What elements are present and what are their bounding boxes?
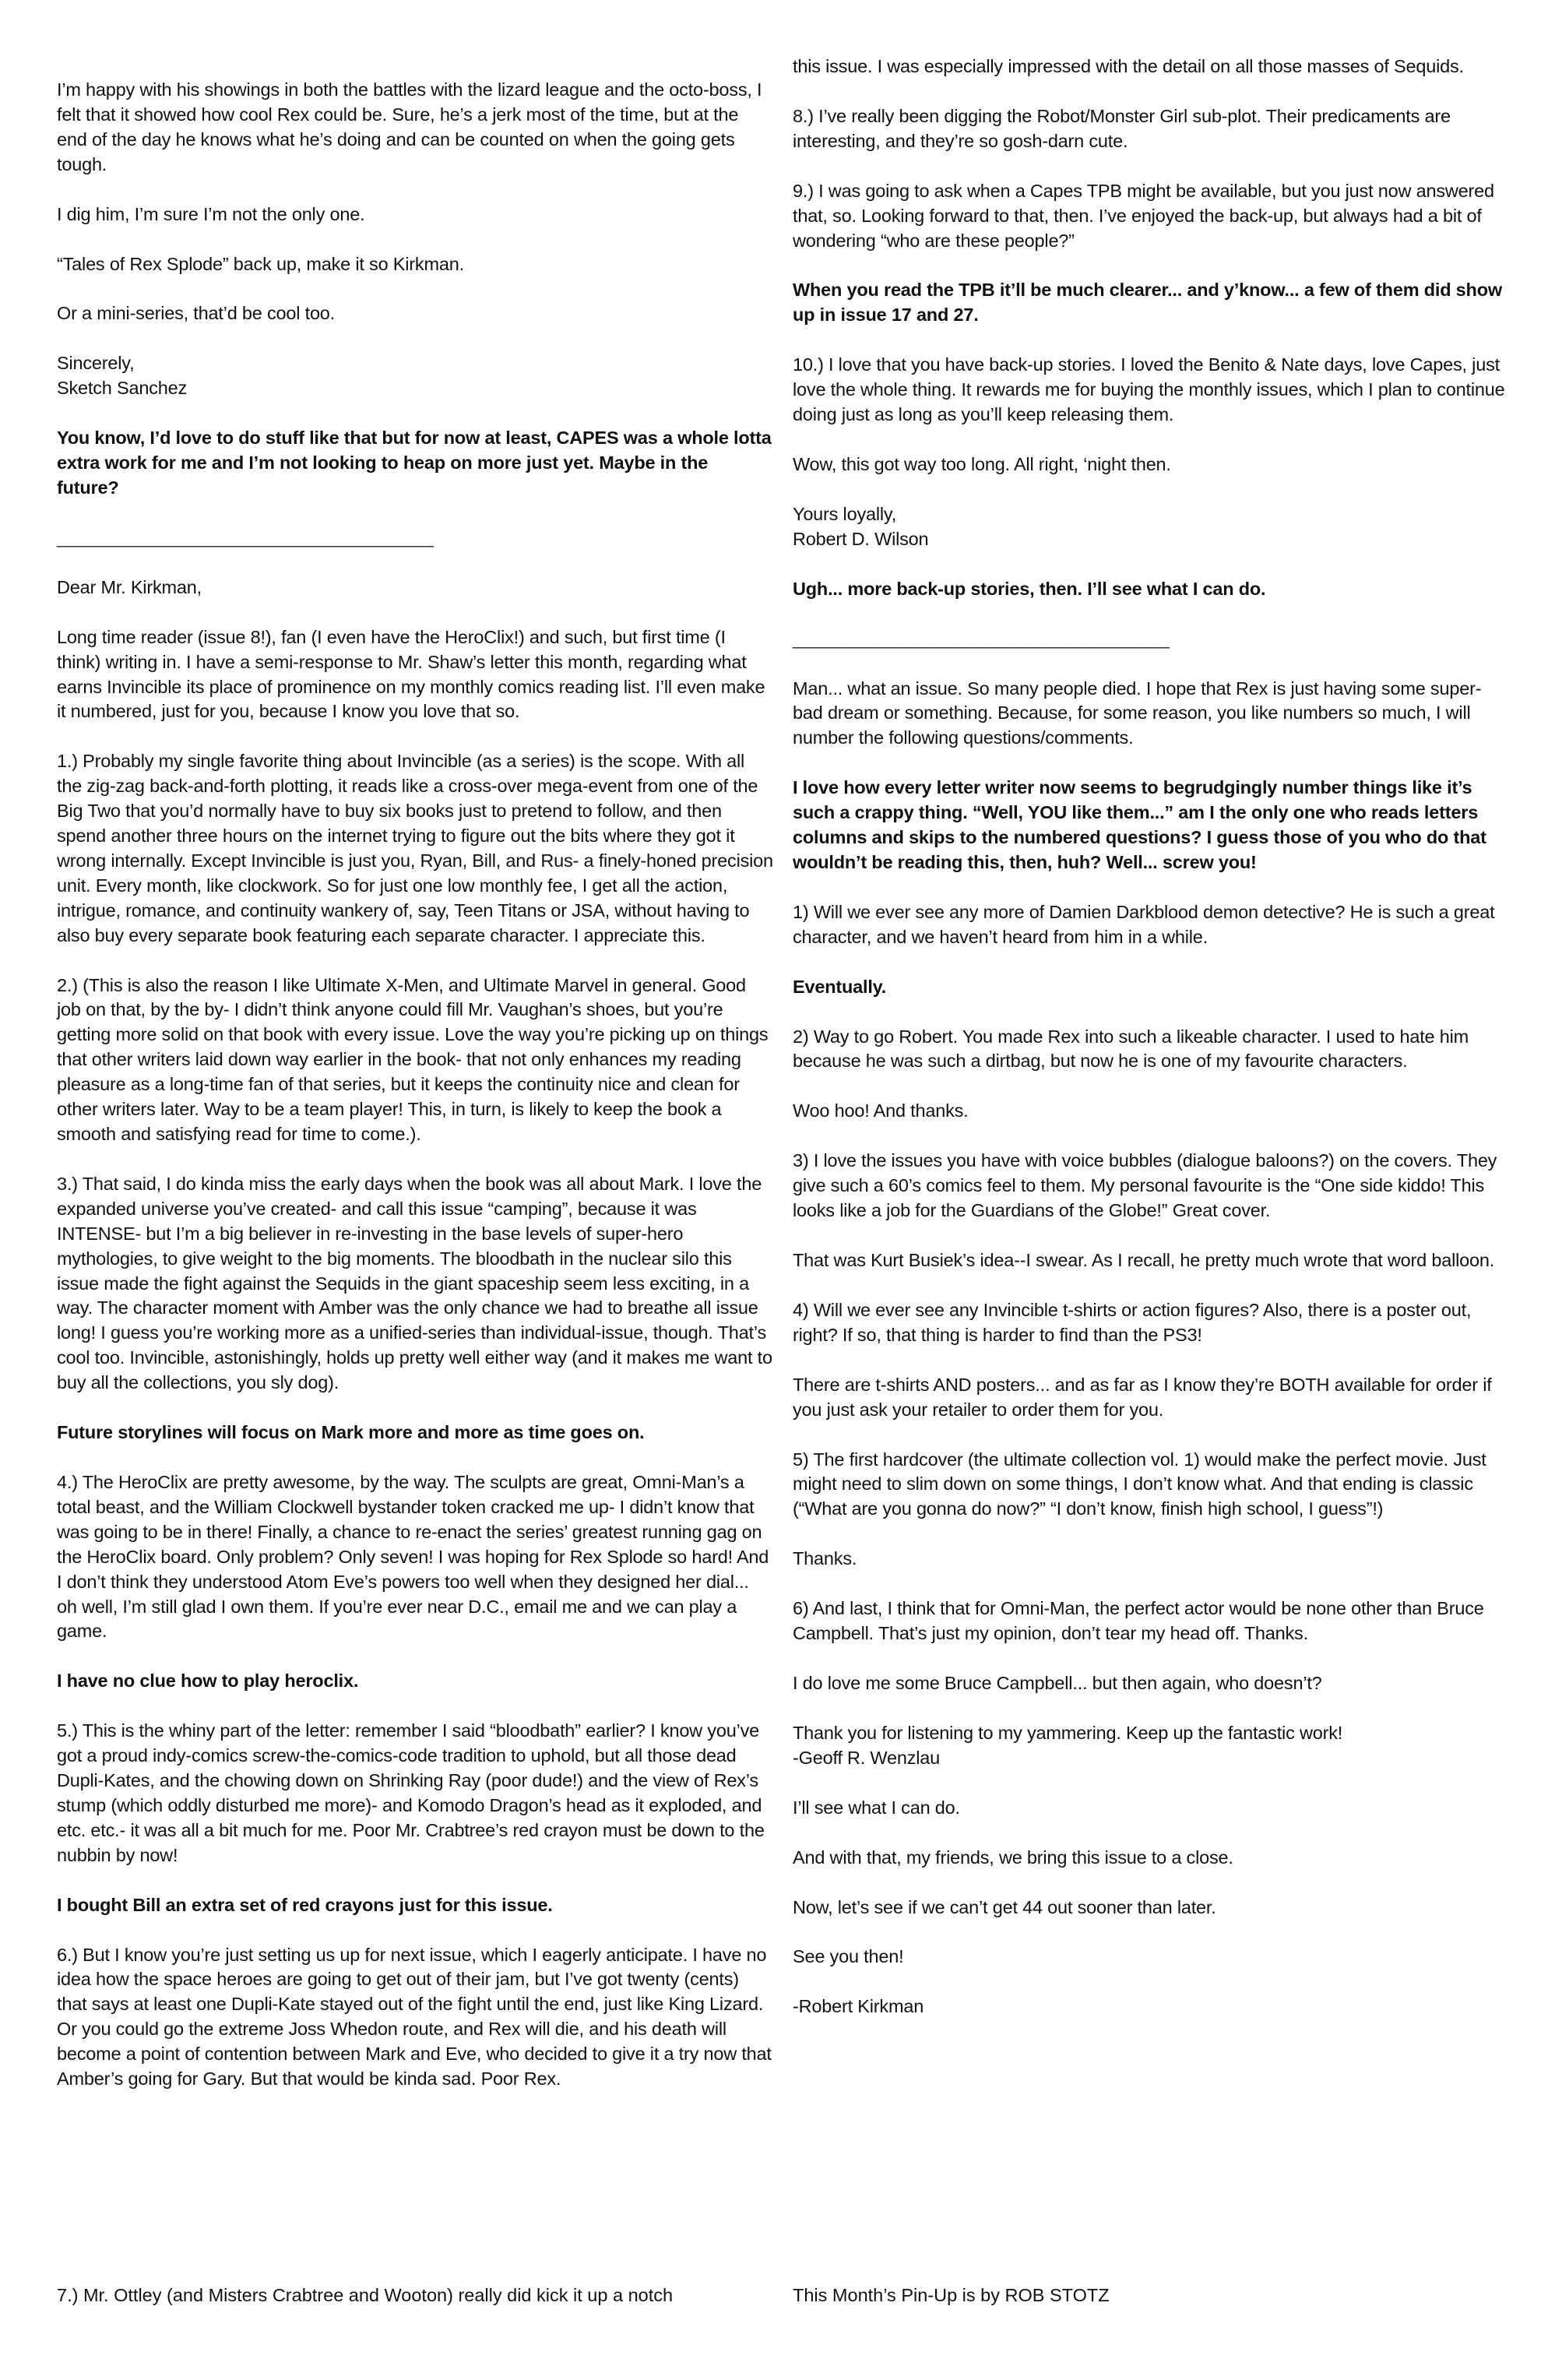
paragraph: 4) Will we ever see any Invincible t-shirts or action figures? Also, there is a poster out, right? If so, that thing is harder to find than the PS3! bbox=[793, 1299, 1472, 1345]
paragraph: 2) Way to go Robert. You made Rex into such a likeable character. I used to hate him because he was such a dirtbag, but now he is one of my favourite characters. bbox=[793, 1026, 1469, 1072]
paragraph: Man... what an issue. So many people died. I hope that Rex is just having some super-bad dream or something. Because, for some reason, you like numbers so much, I will number the following questions/comments. bbox=[793, 678, 1482, 748]
editor-reply: I bought Bill an extra set of red crayons just for this issue. bbox=[57, 1894, 553, 1915]
editor-reply: When you read the TPB it’ll be much clearer... and y’know... a few of them did show up in issue 17 and 27. bbox=[793, 280, 1502, 326]
paragraph: 3) I love the issues you have with voice bubbles (dialogue baloons?) on the covers. They give such a 60’s comics feel to them. My personal favourite is the “One side kiddo! This looks like a job for the Guardians of the Globe!” Great cover. bbox=[793, 1150, 1497, 1221]
editor-reply: Future storylines will focus on Mark more and more as time goes on. bbox=[57, 1422, 645, 1443]
paragraph: Woo hoo! And thanks. bbox=[793, 1100, 969, 1121]
paragraph: 5.) This is the whiny part of the letter: remember I said “bloodbath” earlier? I know you’ve got a proud indy-comics screw-the-comics-code tradition to uphold, but all those dead Dupli-Kates, and the chowing down on Shrinking Ray (poor dude!) and the view of Rex’s stump (which oddly disturbed me more)- and Komodo Dragon’s head as it exploded, and etc. etc.- it was all a bit much for me. Poor Mr. Crabtree’s red crayon must be down to the nubbin by now! bbox=[57, 1720, 765, 1865]
paragraph: 1.) Probably my single favorite thing about Invincible (as a series) is the scope. With all the zig-zag back-and-forth plotting, it reads like a cross-over mega-event from one of the Big Two that you’d normally have to buy six books just to pretend to follow, and then spend another three hours on the internet trying to figure out the bits where they got it wrong internally. Except Invincible is just you, Ryan, Bill, and Rus- a finely-honed precision unit. Every month, like clockwork. So for just one low monthly fee, I get all the action, intrigue, romance, and continuity wankery of, say, Teen Titans or JSA, without having to also buy every separate book featuring each separate character. I appreciate this. bbox=[57, 751, 773, 945]
editor-reply: Eventually. bbox=[793, 976, 887, 997]
paragraph: 8.) I’ve really been digging the Robot/Monster Girl sub-plot. Their predicaments are interesting, and they’re so gosh-darn cute. bbox=[793, 105, 1451, 151]
paragraph: 4.) The HeroClix are pretty awesome, by the way. The sculpts are great, Omni-Man’s a total beast, and the William Clockwell bystander token cracked me up- I didn’t know that was going to be in there! Finally, a chance to re-enact the series’ greatest running gag on the HeroClix board. Only problem? Only seven! I was hoping for Rex Splode so hard! And I don’t think they understood Atom Eve’s powers too well when they designed her dial... oh well, I’m still glad I own them. If you’re ever near D.C., email me and we can play a game. bbox=[57, 1471, 769, 1642]
paragraph: 1) Will we ever see any more of Damien Darkblood demon detective? He is such a great character, and we haven’t heard from him in a while. bbox=[793, 901, 1495, 947]
paragraph: Or a mini-series, that’d be cool too. bbox=[57, 303, 336, 324]
paragraph: I’m happy with his showings in both the battles with the lizard league and the octo-boss, I felt that it showed how cool Rex could be. Sure, he’s a jerk most of the time, but at the end of the day he knows what he’s doing and can be counted on when the going gets tough. bbox=[57, 79, 762, 174]
signature: Thank you for listening to my yammering. Keep up the fantastic work! -Geoff R. Wenzlau bbox=[793, 1722, 1343, 1768]
paragraph: 9.) I was going to ask when a Capes TPB might be available, but you just now answered that, so. Looking forward to that, then. I’ve enjoyed the back-up, but always had a bit of wondering “who are these people?” bbox=[793, 180, 1494, 251]
separator-rule: ________________________________________ bbox=[793, 628, 1169, 649]
paragraph: 6) And last, I think that for Omni-Man, the perfect actor would be none other than Bruce Campbell. That’s just my opinion, don’t tear my head off. Thanks. bbox=[793, 1598, 1484, 1644]
paragraph: Wow, this got way too long. All right, ‘night then. bbox=[793, 453, 1171, 474]
signature: Sincerely, Sketch Sanchez bbox=[57, 353, 188, 399]
paragraph: Thanks. bbox=[793, 1548, 857, 1569]
paragraph: “Tales of Rex Splode” back up, make it so Kirkman. bbox=[57, 253, 464, 274]
signature: -Robert Kirkman bbox=[793, 1996, 924, 2017]
signature: Yours loyally, Robert D. Wilson bbox=[793, 503, 929, 549]
editor-reply: You know, I’d love to do stuff like that but for now at least, CAPES was a whole lotta extra work for me and I’m not looking to heap on more just yet. Maybe in the future? bbox=[57, 428, 772, 498]
editor-reply: I love how every letter writer now seems to begrudgingly number things like it’s such a crappy thing. “Well, YOU like them...” am I the only one who reads letters columns and skips to the numbered questions? I guess those of you who do that wouldn’t be reading this, then, huh? Well... screw you! bbox=[793, 777, 1486, 872]
paragraph: 2.) (This is also the reason I like Ultimate X-Men, and Ultimate Marvel in general. Good job on that, by the by- I didn’t think anyone could fill Mr. Vaughan’s shoes, but you’re getting more solid on that book with every issue. Love the way you’re picking up on things that other writers laid down way earlier in the book- that not only enhances my reading pleasure as a long-time fan of that series, but it keeps the continuity nice and clean for other writers later. Way to be a team player! This, in turn, is likely to keep the book a smooth and satisfying read for time to come.). bbox=[57, 974, 769, 1144]
paragraph: 6.) But I know you’re just setting us up for next issue, which I eagerly anticipate. I have no idea how the space heroes are going to get out of their jam, but I’ve got twenty (cents) that says at least one Dupli-Kate stayed out of the fight until the end, just like King Lizard. Or you could go the extreme Joss Whedon route, and Rex will die, and his death will become a point of contention between Mark and Eve, who decided to give it a try now that Amber’s going for Gary. But that would be kinda sad. Poor Rex. bbox=[57, 1944, 772, 2090]
paragraph: this issue. I was especially impressed with the detail on all those masses of Sequids. bbox=[793, 56, 1464, 76]
left-column-continuation: 7.) Mr. Ottley (and Misters Crabtree and Wooton) really did kick it up a notch bbox=[57, 2285, 674, 2305]
paragraph: Now, let’s see if we can’t get 44 out sooner than later. bbox=[793, 1896, 1216, 1917]
paragraph: And with that, my friends, we bring this issue to a close. bbox=[793, 1847, 1233, 1868]
paragraph: That was Kurt Busiek’s idea--I swear. As I recall, he pretty much wrote that word balloon. bbox=[793, 1250, 1495, 1270]
separator-rule: ________________________________________ bbox=[57, 526, 433, 547]
editor-reply: Ugh... more back-up stories, then. I’ll see what I can do. bbox=[793, 578, 1266, 599]
paragraph: 3.) That said, I do kinda miss the early days when the book was all about Mark. I love the expanded universe you’ve created- and call this issue “camping”, because it was INTENSE- but I’m a big believer in re-investing in the base levels of super-hero mythologies, to give weight to the big moments. The bloodbath in the nuclear silo this issue made the fight against the Sequids in the giant spaceship seem less exciting, in a way. The character moment with Amber was the only chance we had to breathe all issue long! I guess you’re working more as a unified-series than individual-issue, though. That’s cool too. Invincible, astonishingly, holds up pretty well either way (and it makes me want to buy all the collections, you sly dog). bbox=[57, 1173, 772, 1393]
paragraph: There are t-shirts AND posters... and as far as I know they’re BOTH available for order if you just ask your retailer to order them for you. bbox=[793, 1374, 1492, 1420]
left-column bbox=[57, 78, 773, 2117]
editor-reply: I have no clue how to play heroclix. bbox=[57, 1671, 359, 1692]
paragraph: 10.) I love that you have back-up stories. I loved the Benito & Nate days, love Capes, just love the whole thing. It rewards me for buying the monthly issues, which I plan to continue doing just as long as you’ll keep releasing them. bbox=[793, 354, 1505, 425]
paragraph: I dig him, I’m sure I’m not the only one. bbox=[57, 203, 365, 224]
paragraph: I’ll see what I can do. bbox=[793, 1797, 960, 1818]
right-column bbox=[793, 55, 1509, 2044]
pin-up-credit: This Month’s Pin-Up is by ROB STOTZ bbox=[793, 2285, 1110, 2305]
paragraph: I do love me some Bruce Campbell... but then again, who doesn’t? bbox=[793, 1672, 1322, 1693]
paragraph: Long time reader (issue 8!), fan (I even have the HeroClix!) and such, but first time (I think) writing in. I have a semi-response to Mr. Shaw’s letter this month, regarding what earns Invincible its place of prominence on my monthly comics reading list. I’ll even make it numbered, just for you, because I know you love that so. bbox=[57, 626, 765, 722]
paragraph: See you then! bbox=[793, 1946, 904, 1967]
salutation: Dear Mr. Kirkman, bbox=[57, 576, 202, 597]
paragraph: 5) The first hardcover (the ultimate collection vol. 1) would make the perfect movie. Just might need to slim down on some things, I don’t know what. And that ending is classic (“What are you gonna do now?” “I don’t know, finish high school, I guess”!) bbox=[793, 1449, 1486, 1519]
